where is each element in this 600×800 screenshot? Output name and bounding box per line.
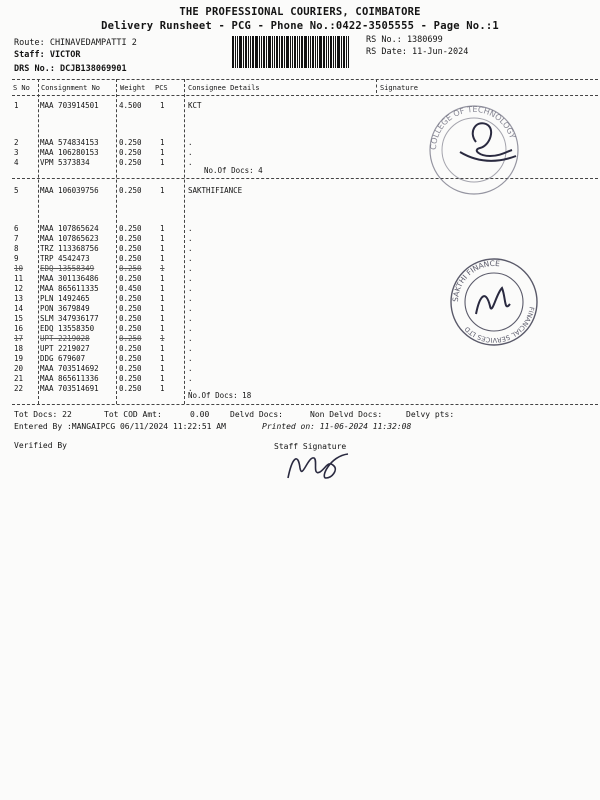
barcode-bar <box>335 36 336 68</box>
sno-cell: 9 <box>14 254 19 263</box>
delivery-points-label: Delvy pts: <box>406 410 455 419</box>
total-docs: Tot Docs: 22 <box>14 410 72 419</box>
pcs-cell: 1 <box>160 284 165 293</box>
consignment-cell: MAA 703914501 <box>40 101 99 110</box>
barcode-bar <box>315 36 316 68</box>
barcode-bar <box>290 36 291 68</box>
delivered-docs-label: Delvd Docs: <box>230 410 283 419</box>
barcode-bar <box>310 36 311 68</box>
route-label: Route: CHINAVEDAMPATTI 2 <box>14 38 137 48</box>
consignee-cell: . <box>188 234 193 243</box>
barcode-bar <box>279 36 280 68</box>
barcode-bar <box>281 36 283 68</box>
barcode-bar <box>243 36 244 68</box>
column-divider <box>376 79 377 93</box>
barcode-bar <box>312 36 314 68</box>
sno-cell: 10 <box>14 264 24 273</box>
barcode-bar <box>348 36 349 68</box>
pcs-cell: 1 <box>160 234 165 243</box>
sno-cell: 15 <box>14 314 24 323</box>
barcode-bar <box>346 36 347 68</box>
barcode-bar <box>294 36 296 68</box>
sno-cell: 3 <box>14 148 19 157</box>
consignee-cell: . <box>188 334 193 343</box>
barcode-bar <box>301 36 303 68</box>
consignment-cell: EDQ 13558349 <box>40 264 95 273</box>
sakthi-stamp <box>446 254 542 350</box>
pcs-cell: 1 <box>160 354 165 363</box>
pcs-cell: 1 <box>160 334 165 343</box>
divider <box>12 95 598 96</box>
consignment-cell: MAA 107865623 <box>40 234 99 243</box>
pcs-cell: 1 <box>160 274 165 283</box>
consignee-cell: . <box>188 224 193 233</box>
consignee-cell: . <box>188 314 193 323</box>
sno-cell: 12 <box>14 284 24 293</box>
col-header-signature: Signature <box>380 84 418 92</box>
weight-cell: 0.250 <box>119 344 142 353</box>
barcode-bar <box>328 36 329 68</box>
sno-cell: 6 <box>14 224 19 233</box>
svg-text:COLLEGE OF TECHNOLOGY: COLLEGE OF TECHNOLOGY <box>428 104 518 151</box>
barcode-bar <box>330 36 332 68</box>
consignment-cell: SLM 347936177 <box>40 314 99 323</box>
pcs-cell: 1 <box>160 158 165 167</box>
pcs-cell: 1 <box>160 304 165 313</box>
sno-cell: 5 <box>14 186 19 195</box>
barcode-bar <box>323 36 325 68</box>
printed-on: Printed on: 11-06-2024 11:32:08 <box>262 422 412 431</box>
sno-cell: 19 <box>14 354 24 363</box>
drs-number: DRS No.: DCJB138069901 <box>14 64 127 74</box>
pcs-cell: 1 <box>160 384 165 393</box>
consignment-cell: VPM 5373834 <box>40 158 90 167</box>
consignment-cell: MAA 106280153 <box>40 148 99 157</box>
pcs-cell: 1 <box>160 186 165 195</box>
weight-cell: 0.250 <box>119 138 142 147</box>
divider <box>12 404 598 405</box>
weight-cell: 0.250 <box>119 224 142 233</box>
sno-cell: 2 <box>14 138 19 147</box>
barcode-bar <box>343 36 345 68</box>
weight-cell: 0.250 <box>119 374 142 383</box>
barcode-bar <box>245 36 247 68</box>
pcs-cell: 1 <box>160 224 165 233</box>
table-row <box>0 354 600 364</box>
weight-cell: 0.250 <box>119 314 142 323</box>
barcode-bar <box>319 36 322 68</box>
weight-cell: 0.250 <box>119 254 142 263</box>
consignee-cell: . <box>188 284 193 293</box>
consignee-cell: . <box>188 364 193 373</box>
weight-cell: 0.250 <box>119 354 142 363</box>
entered-by: Entered By :MANGAIPCG 06/11/2024 11:22:51 AM <box>14 422 226 431</box>
barcode-bar <box>341 36 342 68</box>
barcode-bar <box>276 36 278 68</box>
barcode <box>232 36 360 68</box>
pcs-cell: 1 <box>160 101 165 110</box>
col-header-consignment: Consignment No <box>41 84 101 92</box>
staff-signature <box>282 448 352 484</box>
consignee-cell: . <box>188 324 193 333</box>
verified-by-label: Verified By <box>14 441 67 450</box>
pcs-cell: 1 <box>160 148 165 157</box>
consignment-cell: TRP 4542473 <box>40 254 90 263</box>
sno-cell: 11 <box>14 274 24 283</box>
weight-cell: 0.250 <box>119 294 142 303</box>
consignment-cell: DDG 679607 <box>40 354 86 363</box>
consignee-cell: . <box>188 138 193 147</box>
company-title: THE PROFESSIONAL COURIERS, COIMBATORE <box>179 6 421 18</box>
table-row <box>0 234 600 244</box>
consignee-cell: . <box>188 264 193 273</box>
barcode-bar <box>304 36 307 68</box>
consignee-cell: . <box>188 274 193 283</box>
weight-cell: 0.250 <box>119 158 142 167</box>
barcode-bar <box>266 36 267 68</box>
barcode-bar <box>292 36 293 68</box>
weight-cell: 0.250 <box>119 384 142 393</box>
sno-cell: 21 <box>14 374 24 383</box>
weight-cell: 0.250 <box>119 364 142 373</box>
runsheet-subtitle: Delivery Runsheet - PCG - Phone No.:0422-3505555 - Page No.:1 <box>101 20 499 32</box>
barcode-bar <box>248 36 249 68</box>
weight-cell: 0.250 <box>119 186 142 195</box>
table-row <box>0 244 600 254</box>
consignment-cell: MAA 865611336 <box>40 374 99 383</box>
barcode-bar <box>272 36 273 68</box>
sno-cell: 4 <box>14 158 19 167</box>
sno-cell: 8 <box>14 244 19 253</box>
table-row <box>0 374 600 384</box>
consignee-cell: . <box>188 294 193 303</box>
col-header-weight: Weight <box>120 84 146 92</box>
weight-cell: 0.250 <box>119 264 142 273</box>
weight-cell: 0.250 <box>119 234 142 243</box>
barcode-bar <box>268 36 271 68</box>
barcode-bar <box>326 36 327 68</box>
pcs-cell: 1 <box>160 294 165 303</box>
consignment-cell: MAA 107865624 <box>40 224 99 233</box>
pcs-cell: 1 <box>160 138 165 147</box>
consignment-cell: UPT 2219028 <box>40 334 90 343</box>
consignee-cell: . <box>188 344 193 353</box>
barcode-bar <box>255 36 258 68</box>
docs-count: No.Of Docs: 4 <box>204 166 263 175</box>
consignee-cell: . <box>188 374 193 383</box>
col-header-consignee: Consignee Details <box>188 84 260 92</box>
total-cod-amount: 0.00 <box>190 410 210 419</box>
pcs-cell: 1 <box>160 374 165 383</box>
consignment-cell: UPT 2219027 <box>40 344 90 353</box>
total-cod-label: Tot COD Amt: <box>104 410 162 419</box>
pcs-cell: 1 <box>160 244 165 253</box>
sno-cell: 7 <box>14 234 19 243</box>
barcode-bar <box>297 36 298 68</box>
table-row <box>0 224 600 234</box>
pcs-cell: 1 <box>160 364 165 373</box>
staff-label: Staff: VICTOR <box>14 50 81 60</box>
sno-cell: 1 <box>14 101 19 110</box>
weight-cell: 0.250 <box>119 274 142 283</box>
barcode-bar <box>337 36 340 68</box>
sno-cell: 18 <box>14 344 24 353</box>
barcode-bar <box>299 36 300 68</box>
table-row <box>0 364 600 374</box>
consignee-cell: . <box>188 254 193 263</box>
weight-cell: 0.250 <box>119 334 142 343</box>
col-header-sno: S No <box>13 84 30 92</box>
barcode-bar <box>317 36 318 68</box>
consignment-cell: MAA 703514691 <box>40 384 99 393</box>
table-row <box>0 384 600 394</box>
pcs-cell: 1 <box>160 314 165 323</box>
svg-text:SAKTHI FINANCE: SAKTHI FINANCE <box>450 258 501 303</box>
barcode-bar <box>239 36 242 68</box>
rs-number: RS No.: 1380699 <box>366 35 443 45</box>
weight-cell: 0.250 <box>119 244 142 253</box>
consignee-cell: SAKTHIFIANCE <box>188 186 243 195</box>
sno-cell: 13 <box>14 294 24 303</box>
docs-count: No.Of Docs: 18 <box>188 391 252 400</box>
sno-cell: 17 <box>14 334 24 343</box>
col-header-pcs: PCS <box>155 84 168 92</box>
weight-cell: 0.450 <box>119 284 142 293</box>
svg-text:FINANCIAL SERVICES LTD: FINANCIAL SERVICES LTD <box>463 306 536 345</box>
barcode-bar <box>308 36 309 68</box>
divider <box>12 79 598 80</box>
consignee-cell: . <box>188 354 193 363</box>
barcode-bar <box>250 36 251 68</box>
consignee-cell: KCT <box>188 101 202 110</box>
pcs-cell: 1 <box>160 324 165 333</box>
consignment-cell: MAA 574834153 <box>40 138 99 147</box>
sno-cell: 22 <box>14 384 24 393</box>
weight-cell: 0.250 <box>119 148 142 157</box>
barcode-bar <box>333 36 334 68</box>
barcode-bar <box>274 36 275 68</box>
barcode-bar <box>235 36 236 68</box>
consignee-cell: . <box>188 244 193 253</box>
barcode-bar <box>237 36 238 68</box>
pcs-cell: 1 <box>160 264 165 273</box>
sno-cell: 16 <box>14 324 24 333</box>
consignment-cell: MAA 106039756 <box>40 186 99 195</box>
barcode-bar <box>284 36 285 68</box>
consignment-cell: MAA 865611335 <box>40 284 99 293</box>
non-delivered-docs-label: Non Delvd Docs: <box>310 410 383 419</box>
consignment-cell: PLN 1492465 <box>40 294 90 303</box>
barcode-bar <box>252 36 254 68</box>
consignee-cell: . <box>188 158 193 167</box>
weight-cell: 0.250 <box>119 304 142 313</box>
staff-signature-label: Staff Signature <box>274 442 347 451</box>
barcode-bar <box>286 36 289 68</box>
consignee-cell: . <box>188 384 193 393</box>
barcode-bar <box>261 36 262 68</box>
consignment-cell: TRZ 113368756 <box>40 244 99 253</box>
weight-cell: 0.250 <box>119 324 142 333</box>
barcode-bar <box>263 36 265 68</box>
consignee-cell: . <box>188 148 193 157</box>
barcode-bar <box>259 36 260 68</box>
pcs-cell: 1 <box>160 254 165 263</box>
pcs-cell: 1 <box>160 344 165 353</box>
consignment-cell: MAA 301136486 <box>40 274 99 283</box>
weight-cell: 4.500 <box>119 101 142 110</box>
rs-date: RS Date: 11-Jun-2024 <box>366 47 469 57</box>
consignment-cell: EDQ 13558350 <box>40 324 95 333</box>
consignment-cell: PON 3679849 <box>40 304 90 313</box>
consignment-cell: MAA 703514692 <box>40 364 99 373</box>
barcode-bar <box>232 36 234 68</box>
recipient-signature-1 <box>450 112 520 172</box>
sno-cell: 14 <box>14 304 24 313</box>
consignee-cell: . <box>188 304 193 313</box>
sno-cell: 20 <box>14 364 24 373</box>
